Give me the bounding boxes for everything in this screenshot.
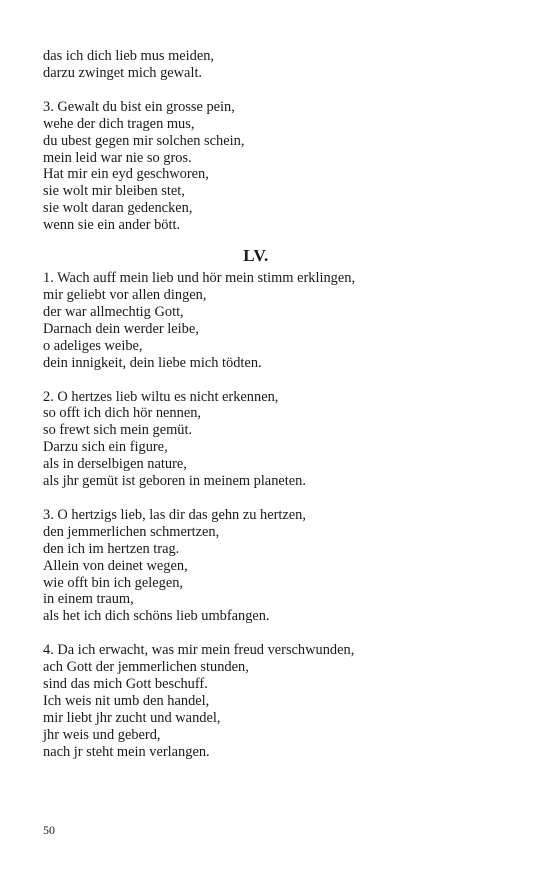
stanza-2: [43, 389, 513, 490]
verse-line: o adeliges weibe,: [43, 337, 143, 354]
verse-line: darzu zwinget mich gewalt.: [43, 64, 203, 81]
verse-line: den ich im hertzen trag.: [43, 540, 180, 557]
verse-line: in einem traum,: [43, 591, 134, 608]
verse-line: ach Gott der jemmerlichen stunden,: [43, 659, 249, 676]
verse-line: als het ich dich schöns lieb umbfangen.: [43, 608, 270, 625]
verse-line: so frewt sich mein gemüt.: [43, 422, 193, 439]
verse-line: Ich weis nit umb den handel,: [43, 693, 210, 709]
verse-line: du ubest gegen mir solchen schein,: [43, 132, 245, 149]
verse-line: wehe der dich tragen mus,: [43, 115, 195, 132]
verse-line: dein innigkeit, dein liebe mich tödten.: [43, 354, 262, 371]
page-number: 50: [43, 823, 55, 837]
verse-line: so offt ich dich hör nennen,: [43, 405, 201, 422]
verse-line: Hat mir ein eyd geschworen,: [43, 166, 209, 183]
verse-line: 4. Da ich erwacht, was mir mein freud verschwunden,: [43, 642, 355, 659]
verse-line: mir geliebt vor allen dingen,: [43, 286, 207, 303]
stanza-gap: [43, 625, 513, 642]
stanza-gap: [43, 372, 513, 389]
verse-line: 1. Wach auff mein lieb und hör mein stimm erklingen,: [43, 270, 356, 287]
verse-line: der war allmechtig Gott,: [43, 303, 184, 320]
verse-line: mir liebt jhr zucht und wandel,: [43, 709, 221, 726]
stanza-gap: [43, 82, 513, 99]
stanza-continuation: [43, 48, 513, 82]
verse-line: jhr weis und geberd,: [43, 726, 161, 743]
stanza-gap: [43, 490, 513, 507]
stanza-4: [43, 642, 513, 760]
stanza-3: [43, 507, 513, 625]
verse-line: Darnach dein werder leibe,: [43, 320, 199, 337]
verse-line: mein leid war nie so gros.: [43, 149, 192, 166]
verse-line: als jhr gemüt ist geboren in meinem planeten.: [43, 473, 306, 490]
page-body: [43, 48, 513, 761]
stanza-3-previous-song: [43, 99, 513, 234]
verse-line: wenn sie ein ander bött.: [43, 217, 181, 234]
verse-line: nach jr steht mein verlangen.: [43, 743, 210, 760]
verse-line: den jemmerlichen schmertzen,: [43, 523, 220, 540]
verse-line: als in derselbigen nature,: [43, 456, 187, 473]
verse-line: wie offt bin ich gelegen,: [43, 574, 183, 591]
verse-line: Darzu sich ein figure,: [43, 439, 168, 456]
verse-line: sind das mich Gott beschuff.: [43, 676, 208, 693]
verse-line: Allein von deinet wegen,: [43, 557, 188, 574]
stanza-1: [43, 270, 513, 371]
verse-line: sie wolt daran gedencken,: [43, 200, 193, 217]
verse-line: 3. O hertzigs lieb, las dir das gehn zu hertzen,: [43, 506, 306, 523]
verse-line: sie wolt mir bleiben stet,: [43, 183, 185, 200]
verse-line: das ich dich lieb mus meiden,: [43, 48, 215, 64]
verse-line: 2. O hertzes lieb wiltu es nicht erkennen,: [43, 388, 279, 405]
verse-line: 3. Gewalt du bist ein grosse pein,: [43, 98, 235, 115]
song-heading: LV.: [243, 246, 269, 266]
